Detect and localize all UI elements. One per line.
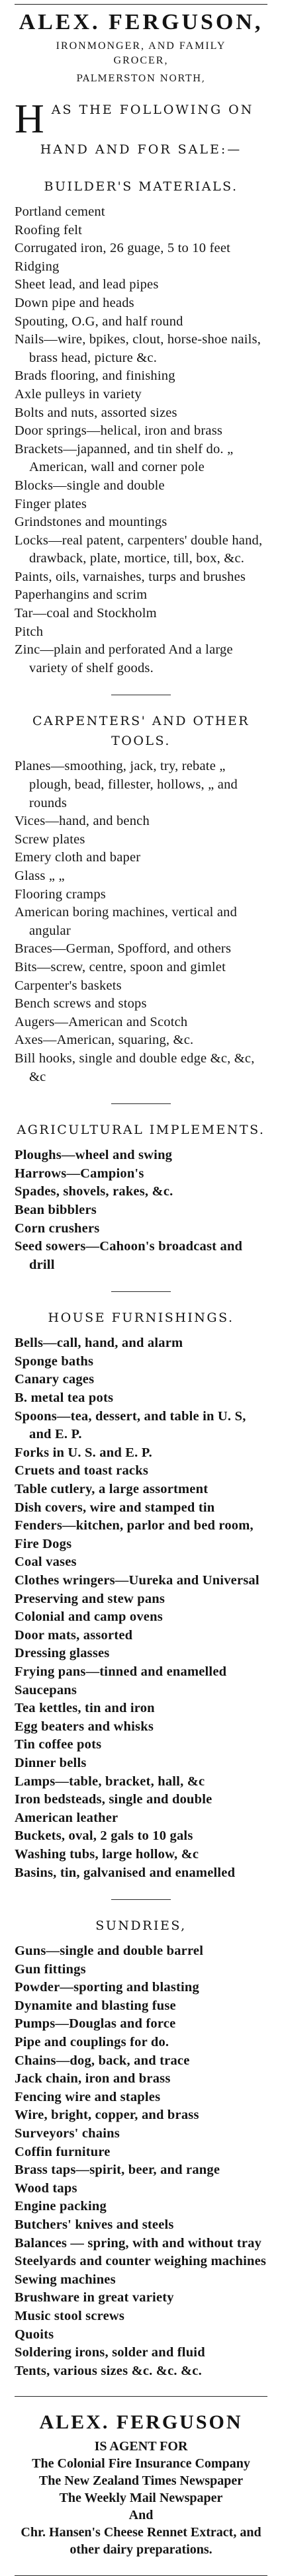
list-item: Fencing wire and staples — [15, 2089, 161, 2104]
list-item: Corrugated iron, 26 guage, 5 to 10 feet — [15, 241, 231, 256]
divider — [111, 1899, 171, 1900]
list-item: Flooring cramps — [15, 886, 106, 902]
list-item: Axes—American, squaring, &c. — [15, 1033, 194, 1048]
list-item: Locks—real patent, carpenters' double hand, drawback, plate, mortice, till, box, &c. — [15, 533, 263, 566]
item-list — [15, 1146, 267, 1274]
list-item: Bits—screw, centre, spoon and gimlet — [15, 959, 226, 974]
list-item: Brushware in great variety — [15, 2290, 174, 2305]
list-item: Table cutlery, a large assortment — [15, 1482, 209, 1497]
list-item: Egg beaters and whisks — [15, 1719, 154, 1734]
list-item: Tar—coal and Stockholm — [15, 606, 157, 621]
item-list — [15, 203, 267, 677]
list-item: Bolts and nuts, assorted sizes — [15, 405, 177, 420]
list-item: Nails—wire, bpikes, clout, horse-shoe nails, brass head, picture &c. — [15, 332, 261, 365]
list-item: Pumps—Douglas and force — [15, 2016, 176, 2032]
list-item: Frying pans—tinned and enamelled — [15, 1664, 227, 1679]
list-item: Seed sowers—Cahoon's broadcast and drill — [15, 1239, 243, 1272]
list-item: Wood taps — [15, 2180, 77, 2196]
list-item: Canary cages — [15, 1372, 95, 1387]
list-item: American leather — [15, 1810, 118, 1825]
list-item: Portland cement — [15, 204, 105, 219]
list-item: Bench screws and stops — [15, 996, 147, 1011]
list-item: Wire, bright, copper, and brass — [15, 2108, 199, 2123]
list-item: Basins, tin, galvanised and enamelled — [15, 1865, 236, 1880]
list-item: Music stool screws — [15, 2308, 125, 2323]
list-item: Pipe and couplings for do. — [15, 2035, 169, 2050]
list-item: Grindstones and mountings — [15, 515, 167, 530]
list-item: Colonial and camp ovens — [15, 1610, 163, 1625]
list-item: Fire Dogs — [15, 1536, 72, 1551]
list-item: Surveyors' chains — [15, 2126, 120, 2141]
list-item: Roofing felt — [15, 222, 83, 237]
list-item: Axle pulleys in variety — [15, 386, 142, 402]
list-item: Soldering irons, solder and fluid — [15, 2345, 205, 2360]
list-item: Fenders—kitchen, parlor and bed room, — [15, 1518, 254, 1533]
list-item: Buckets, oval, 2 gals to 10 gals — [15, 1828, 193, 1844]
list-item: Saucepans — [15, 1682, 77, 1697]
list-item: Butchers' knives and steels — [15, 2217, 174, 2232]
list-item: Guns—single and double barrel — [15, 1944, 204, 1959]
section-agricultural — [15, 1120, 267, 1274]
intro-line-1: AS THE FOLLOWING ON — [51, 103, 254, 117]
list-item: Harrows—Campion's — [15, 1166, 144, 1181]
list-item: Quoits — [15, 2327, 54, 2342]
list-item: Iron bedsteads, single and double — [15, 1792, 212, 1807]
section-title: CARPENTERS' AND OTHER TOOLS. — [32, 714, 250, 749]
item-list — [15, 1942, 267, 2380]
list-item: Balances — spring, with and without tray — [15, 2235, 262, 2251]
section-house-furnishings — [15, 1308, 267, 1882]
list-item: Augers—American and Scotch — [15, 1014, 188, 1029]
list-item: Ploughs—wheel and swing — [15, 1148, 173, 1163]
list-item: Sheet lead, and lead pipes — [15, 277, 159, 292]
list-item: B. metal tea pots — [15, 1391, 114, 1406]
list-item: Blocks—single and double — [15, 478, 165, 493]
section-title: HOUSE FURNISHINGS. — [48, 1310, 234, 1326]
list-item: Cruets and toast racks — [15, 1463, 148, 1479]
list-item: Jack chain, iron and brass — [15, 2071, 171, 2086]
list-item: Door springs—helical, iron and brass — [15, 423, 223, 439]
list-item: Corn crushers — [15, 1221, 100, 1236]
section-title: AGRICULTURAL IMPLEMENTS. — [17, 1123, 265, 1138]
section-carpenters — [15, 711, 267, 1086]
agent-name: ALEX. FERGUSON — [39, 2411, 243, 2434]
list-item: Vices—hand, and bench — [15, 814, 150, 829]
drop-cap: H — [15, 97, 46, 142]
list-item: Finger plates — [15, 496, 87, 511]
list-item: Emery cloth and baper — [15, 850, 141, 865]
agent-line: Chr. Hansen's Cheese Rennet Extract, and other dairy preparations. — [21, 2525, 261, 2557]
list-item: Spades, shovels, rakes, &c. — [15, 1184, 173, 1199]
list-item: Chains—dog, back, and trace — [15, 2053, 190, 2068]
section-builders — [15, 177, 267, 677]
list-item: Coal vases — [15, 1555, 77, 1570]
list-item: Sponge baths — [15, 1353, 94, 1369]
list-item: Screw plates — [15, 832, 85, 847]
top-rule — [15, 4, 267, 5]
list-item: Planes—smoothing, jack, try, rebate „ plough, bead, fillester, hollows, „ and rounds — [15, 759, 238, 810]
agent-line: And — [128, 2508, 154, 2523]
section-title: SUNDRIES, — [95, 1918, 187, 1934]
list-item: Tents, various sizes &c. &c. &c. — [15, 2363, 202, 2378]
list-item: Braces—German, Spofford, and others — [15, 941, 232, 957]
list-item: Preserving and stew pans — [15, 1591, 165, 1606]
divider — [111, 1291, 171, 1292]
list-item: Coffin furniture — [15, 2144, 111, 2159]
list-item: Lamps—table, bracket, hall, &c — [15, 1774, 205, 1789]
item-list — [15, 1334, 267, 1882]
list-item: Dish covers, wire and stamped tin — [15, 1500, 215, 1515]
list-item: Paints, oils, varnaishes, turps and brushes — [15, 569, 246, 584]
list-item: Spouting, O.G, and half round — [15, 314, 183, 329]
list-item: Door mats, assorted — [15, 1627, 133, 1643]
agent-role: IS AGENT FOR — [94, 2439, 188, 2454]
intro — [15, 99, 267, 161]
agent-block — [15, 2411, 267, 2558]
list-item: Tea kettles, tin and iron — [15, 1701, 155, 1716]
agent-line: The Colonial Fire Insurance Company — [32, 2456, 250, 2471]
section-sundries — [15, 1916, 267, 2380]
list-item: Forks in U. S. and E. P. — [15, 1445, 152, 1460]
list-item: Carpenter's baskets — [15, 978, 122, 993]
divider — [15, 2396, 267, 2397]
agent-line: The New Zealand Times Newspaper — [38, 2473, 244, 2489]
list-item: Sewing machines — [15, 2272, 116, 2287]
item-list — [15, 757, 267, 1086]
list-item: Dinner bells — [15, 1755, 87, 1770]
list-item: American boring machines, vertical and angular — [15, 905, 238, 938]
section-title: BUILDER'S MATERIALS. — [44, 179, 238, 194]
list-item: Clothes wringers—Uureka and Universal — [15, 1573, 259, 1588]
list-item: Paperhangins and scrim — [15, 587, 148, 603]
list-item: Ridging — [15, 259, 60, 274]
list-item: Brackets—japanned, and tin shelf do. „ American, wall and corner pole — [15, 441, 234, 475]
list-item: Steelyards and counter weighing machines — [15, 2254, 267, 2269]
list-item: Dressing glasses — [15, 1646, 110, 1661]
list-item: Down pipe and heads — [15, 295, 134, 310]
intro-line-2: HAND AND FOR SALE:— — [40, 142, 242, 157]
address: PALMERSTON NORTH, — [76, 73, 206, 84]
trade-line-2: GROCER, — [113, 55, 169, 66]
list-item: Zinc—plain and perforated And a large variety of shelf goods. — [15, 642, 233, 675]
list-item: Engine packing — [15, 2199, 107, 2214]
list-item: Bill hooks, single and double edge &c, &c, &c — [15, 1051, 255, 1084]
list-item: Glass „ „ — [15, 869, 65, 883]
list-item: Pitch — [15, 624, 44, 639]
list-item: Gun fittings — [15, 1961, 86, 1977]
list-item: Brads flooring, and finishing — [15, 368, 175, 384]
list-item: Tin coffee pots — [15, 1737, 102, 1752]
trade-line: IRONMONGER, AND FAMILY — [56, 40, 226, 52]
agent-line: The Weekly Mail Newspaper — [59, 2491, 223, 2506]
list-item: Dynamite and blasting fuse — [15, 1998, 176, 2013]
list-item: Brass taps—spirit, beer, and range — [15, 2163, 220, 2178]
list-item: Washing tubs, large hollow, &c — [15, 1846, 199, 1862]
divider — [111, 1103, 171, 1104]
list-item: Powder—sporting and blasting — [15, 1980, 199, 1995]
list-item: Bean bibblers — [15, 1202, 97, 1217]
list-item: Bells—call, hand, and alarm — [15, 1336, 183, 1351]
list-item: Spoons—tea, dessert, and table in U. S, and E. P. — [15, 1408, 246, 1442]
merchant-name: ALEX. FERGUSON, — [19, 10, 263, 34]
